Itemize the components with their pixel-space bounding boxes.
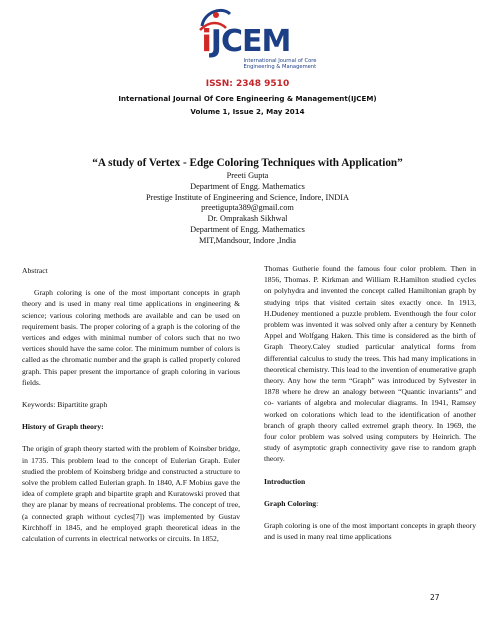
history-heading: History of Graph theory: — [22, 422, 104, 432]
issn: ISSN: 2348 9510 — [205, 79, 290, 89]
author-email: preetigupta389@gmail.com — [201, 203, 294, 213]
logo-subtitle-line-1: International Journal of Core — [243, 58, 317, 64]
journal-name: International Journal Of Core Engineering & Management(IJCEM) — [118, 94, 377, 103]
graph-coloring-text: Graph coloring is one of the most important concepts in graph theory and is used in many real time applications — [264, 521, 476, 542]
graph-coloring-colon: : — [316, 498, 319, 508]
logo-subtitle-line-2: Engineering & Management — [243, 64, 317, 70]
logo-i: i — [201, 24, 211, 59]
logo-letters: JCEM — [210, 24, 291, 59]
page-number: 27 — [430, 593, 440, 602]
author-line: Dr. Omprakash Sikhwal — [207, 214, 288, 224]
history-continued-text: Thomas Gutherie found the famous four color problem. Then in 1856, Thomas. P. Kirkman and William R.Hamilton studied cycles on polyhydra and invented the concept called Hamiltonian graph by studying trips that visited certain sites exactly once. In 1913, H.Dudeney mentioned a puzzle problem. Eventhough the four color problem was invented it was solved only after a century by Kenneth Appel and Wolfgang Haken. This time is considered as the birth of Graph Theory.Caley studied particular analytical forms from differential calculus to study the trees. This had many implications in theoretical chemistry. This lead to the invention of enumerative graph theory. Any how the term “Graph” was introduced by Sylvester in 1878 where he drew an analogy between “Quantic invariants” and co- variants of algebra and molecular diagrams. In 1941, Ramsey worked on colorations which lead to the identification of another branch of graph theory called extremel graph theory. In 1969, the four color problem was solved using computers by Heinrich. The study of asymptotic graph connectivity gave rise to random graph theory. — [264, 264, 476, 464]
left-column — [22, 265, 240, 544]
journal-logo — [0, 6, 495, 70]
keywords: Keywords: Bipartitite graph — [22, 400, 108, 410]
author-line: MIT,Mandsour, Indore ,India — [199, 235, 296, 245]
author-line: Preeti Gupta — [226, 171, 269, 180]
abstract-heading: Abstract — [22, 266, 48, 275]
right-column — [264, 263, 476, 542]
graph-coloring-heading-line — [264, 498, 476, 509]
author-block — [0, 171, 495, 247]
author-line: Prestige Institute of Engineering and Science, Indore, INDIA — [146, 192, 349, 202]
volume-issue: Volume 1, Issue 2, May 2014 — [190, 107, 305, 116]
introduction-heading: Introduction — [264, 476, 306, 486]
logo-subtitle — [244, 58, 317, 70]
abstract-text: Graph coloring is one of the most important concepts in graph theory and is used in many real time applications in engineering & science; various coloring methods are available and can be used on requirement basis. The proper coloring of a graph is the coloring of the vertices and edges with minimal number of colors such that no two vertices should have the same color. The minimum number of colors is called as the chromatic number and the graph is called properly colored graph. This paper present the importance of graph coloring in various fields. — [22, 288, 240, 387]
author-line: Department of Engg. Mathematics — [190, 224, 305, 234]
history-text: The origin of graph theory started with the problem of Koinsber bridge, in 1735. This problem lead to the concept of Eulerian Graph. Euler studied the problem of Koinsberg bridge and constructed a structure to solve the problem called Eulerian graph. In 1840, A.F Mobius gave the idea of complete graph and bipartite graph and Kuratowski proved that they are planar by means of recreational problems. The concept of tree, (a connected graph without cycles[7]) was implemented by Gustav Kirchhoff in 1845, and he employed graph theoretical ideas in the calculation of currents in electrical networks or circuits. In 1852, — [22, 444, 240, 544]
logo-wordmark — [202, 24, 291, 59]
graph-coloring-heading: Graph Coloring — [264, 498, 317, 508]
author-line: Department of Engg. Mathematics — [190, 181, 305, 191]
paper-title: “A study of Vertex - Edge Coloring Techniques with Application” — [92, 157, 403, 169]
